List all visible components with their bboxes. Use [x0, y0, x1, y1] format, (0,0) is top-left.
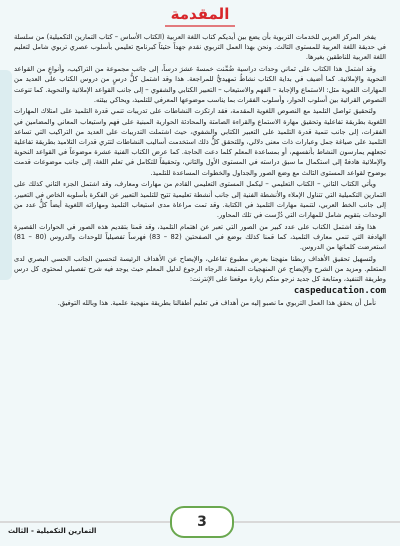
- paragraph-intro: يفخر المركز العربي للخدمات التربوية بأن يضع بين أيديكم كتاب اللغة العربية (الكتاب الأساس – كتاب التمارين التكميلية) من سلسلة في حديقة اللغة العربية للمستوى الثالث. ونحن بهذا العمل التربوي نقدم جهداً حثيثاً كبرنامج تعليمي بأسلوب عصري تربوي شامل لتعليم اللغة العربية للناطقين بغيرها.: [14, 33, 386, 62]
- book-label: التمارين التكميلية - الثالث: [8, 527, 97, 535]
- website-link[interactable]: caspeducation.com: [293, 285, 386, 296]
- page-number-badge: 3: [170, 506, 234, 538]
- paragraph-second-book: ويأتي الكتاب الثاني – الكتاب التعليمي – ليكمل المستوى التعليمي القادم من مهارات ومعارف، وقد اشتمل الجزء الثاني كذلك على التمارين التكميلية التي تتناول الإملاء والأنشطة الفنية إلى جانب أنشطة تعليمية تتيح للتلميذ التعبير عن الفكرة بأسلوبه الخاص في التعبير، إلى جانب الخط العربي، لتنمية مهارات التلميذ في الكتابة. وقد تمت مراعاة مدى استيعاب التلميذ ومهاراته اللغوية أيضاً كلٌّ عدد من الوحدات بتقويم شامل للمهارات التي دُرِّست في تلك المحاور.: [14, 180, 386, 219]
- decorative-side-shape: [0, 70, 12, 280]
- paragraph-activities: ولتحقيق تواصل التلميذ مع النصوص اللغوية المقدمة، فقد ارتكزت النشاطات على تدريبات تنمي قدرة التلميذ على امتلاك المهارات اللغوية بطريقة تفاعلية وتحقيق مهارة الاستماع والقراءة الصامتة والمحادثة الحوارية المبنية على فهم واستيعاب المعاني والمضامين في الفقرات، إلى جانب تنمية قدرة التلميذ على التعبير الكتابي والشفوي، حيث اشتملت التدريبات على العديد من التراكيب التي تساعد التلميذ على صياغة جمل وعبارات ذات معنى دلالي، وللتحقق كلُّ ذلك استخدمت أساليب النشاطات لتثري قدرات التلاميذ بطريقة تفاعلية تجعلهم يمارسون النشاط بأنفسهم، أو بمساعدة المعلم كلما دعت الحاجة. كما عرض الكتاب الفنية عشرة موضوعاً في القواعد النحوية والإملائية هادفةً إلى استكمال ما سبق دراسته في المستوى الأول والثاني، وتحقيقاً للتكامل في تعلم اللغة، إلى جانب موضوعات قدمت بوضوح لقواعد المستوى الثالث مع وضع الصور والجداول والخطوات المساعدة للتلميذ.: [14, 107, 386, 177]
- paragraph-contents: وقد اشتمل هذا الكتاب على ثماني وحدات دراسية ضُمِّنت خمسةَ عشرَ درساً، إلى جانب مجموعة من التراكيب، وأنواعٍ من القواعد النحوية والإملائية. كما أضيف في بداية الكتاب نشاطٌ تمهيديٌّ للمراجعة. هذا وقد اشتمل كلُّ درسٍ من دروس الكتاب على العديد من المهارات اللغوية مثل: الاستماع والإجابة – الفهم والاستيعاب – التعبير الكتابي والشفوي – إلى جانب القواعد الإملائية والنحوية. كما تنوعت النصوص القرائية بين أسلوب الحوار، وأسلوب الفقرات بما يناسب موضوعها المعرفي للتلميذ، ويحاكي بيئته.: [14, 65, 386, 104]
- page-title: المقدمة: [170, 5, 230, 23]
- website-line: [14, 286, 386, 296]
- paragraph-images: هذا وقد اشتمل الكتاب على عدد كبير من الصور التي تعبر عن اهتمام التلميذ، وقد قمنا بتقديم هذه الصور في الحوارات القصيرة الهادفة التي تنمي معارف التلميذ، كما قمنا كذلك بوضع في الصفحتين (82 – 83) فهرساً تفصيلياً للوحدات والدروس (80 – 81) استعرضت كلماتها من الدروس.: [14, 222, 386, 252]
- paragraph-goals: ولتسهيل تحقيق الأهداف ربطنا منهجنا بعرض مطبوع تفاعلي، والإيضاح عن الأهداف الرئيسة لتحسين الجانب الحسي البصري لدى المتعلم. ومزيد من الشرح والإيضاح عن المنهجيات المتبعة، الرجاء الرجوع لدليل المعلم حيث يوجد فيه شرح تفصيلي لمحتوى كل درس وطريقة التنفيذ، ومتابعة كل جديد نرجو منكم زيارة موقعنا على الإنترنت:: [14, 254, 386, 284]
- intro-body: [14, 32, 386, 309]
- title-underline: [165, 25, 235, 27]
- paragraph-closing: نأمل أن يحقق هذا العمل التربوي ما نصبو إليه من أهداف في تعليم أطفالنا بطريقة منهجية علمية. هذا وبالله التوفيق.: [57, 298, 376, 307]
